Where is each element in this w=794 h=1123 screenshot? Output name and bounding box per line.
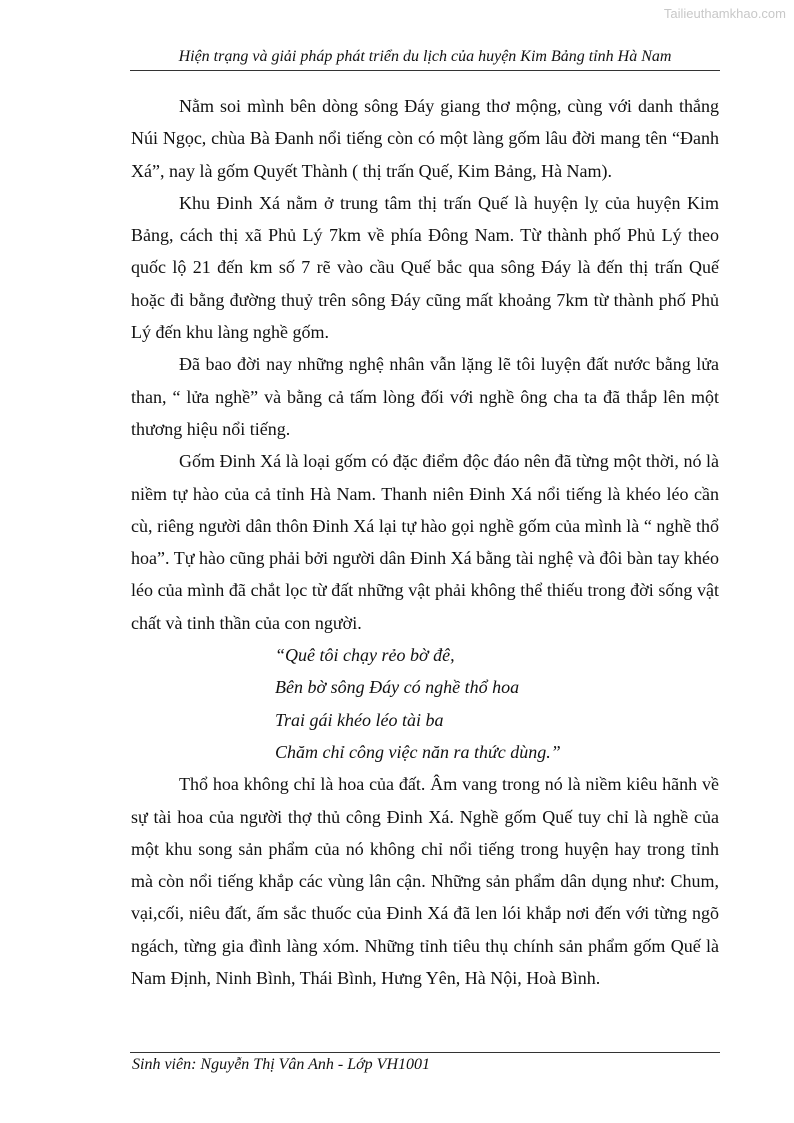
poem-line-3: Trai gái khéo léo tài ba [275, 709, 444, 730]
paragraph-2: Khu Đinh Xá nằm ở trung tâm thị trấn Quế là huyện lỵ của huyện Kim Bảng, cách thị xã Phủ Lý 7km về phía Đông Nam. Từ thành phố Phủ Lý theo quốc lộ 21 đến km số 7 rẽ vào cầu Quế bắc qua sông Đáy là đến thị trấn Quế hoặc đi bằng đường thuỷ trên sông Đáy cũng mất khoảng 7km từ thành phố Phủ Lý đến khu làng nghề gốm. [131, 192, 719, 343]
paragraph-1: Nằm soi mình bên dòng sông Đáy giang thơ mộng, cùng với danh thắng Núi Ngọc, chùa Bà Đanh nổi tiếng còn có một làng gốm lâu đời mang tên “Đanh Xá”, nay là gốm Quyết Thành ( thị trấn Quế, Kim Bảng, Hà Nam). [131, 96, 719, 181]
poem-line-2: Bên bờ sông Đáy có nghề thổ hoa [275, 677, 520, 698]
poem-block [275, 639, 719, 768]
paragraph-5: Thổ hoa không chỉ là hoa của đất. Âm vang trong nó là niềm kiêu hãnh về sự tài hoa của người thợ thủ công Đinh Xá. Nghề gốm Quế tuy chỉ là nghề của một khu song sản phẩm của nó không chỉ nổi tiếng trong huyện hay trong tỉnh mà còn nổi tiếng khắp các vùng lân cận. Những sản phẩm dân dụng như: Chum, vại,cối, niêu đất, ấm sắc thuốc của Đinh Xá đã len lói khắp nơi đến với từng ngõ ngách, từng gia đình làng xóm. Những tỉnh tiêu thụ chính sản phẩm gốm Quế là Nam Định, Ninh Bình, Thái Bình, Hưng Yên, Hà Nội, Hoà Bình. [131, 774, 719, 989]
paragraph-4: Gốm Đinh Xá là loại gốm có đặc điểm độc đáo nên đã từng một thời, nó là niềm tự hào của cả tỉnh Hà Nam. Thanh niên Đinh Xá nổi tiếng là khéo léo cần cù, riêng người dân thôn Đinh Xá lại tự hào gọi nghề gốm của mình là “ nghề thổ hoa”. Tự hào cũng phải bởi người dân Đinh Xá bằng tài nghệ và đôi bàn tay khéo léo của mình đã chắt lọc từ đất những vật phải không thể thiếu trong đời sống vật chất và tinh thần của con người. [131, 451, 719, 633]
watermark-text: Tailieuthamkhao.com [663, 6, 786, 21]
page-header-title: Hiện trạng và giải pháp phát triển du lịch của huyện Kim Bảng tỉnh Hà Nam [130, 48, 720, 71]
footer-divider [130, 1052, 720, 1053]
paragraph-3: Đã bao đời nay những nghệ nhân vẫn lặng lẽ tôi luyện đất nước bằng lửa than, “ lửa nghề” và bằng cả tấm lòng đối với nghề ông cha ta đã thắp lên một thương hiệu nổi tiếng. [131, 354, 719, 439]
poem-line-4: Chăm chỉ công việc năn ra thức dùng.” [275, 741, 561, 762]
document-body [131, 90, 719, 994]
page-footer-author: Sinh viên: Nguyễn Thị Vân Anh - Lớp VH1001 [132, 1056, 430, 1073]
poem-line-1: “Quê tôi chạy rẻo bờ đê, [275, 645, 455, 666]
